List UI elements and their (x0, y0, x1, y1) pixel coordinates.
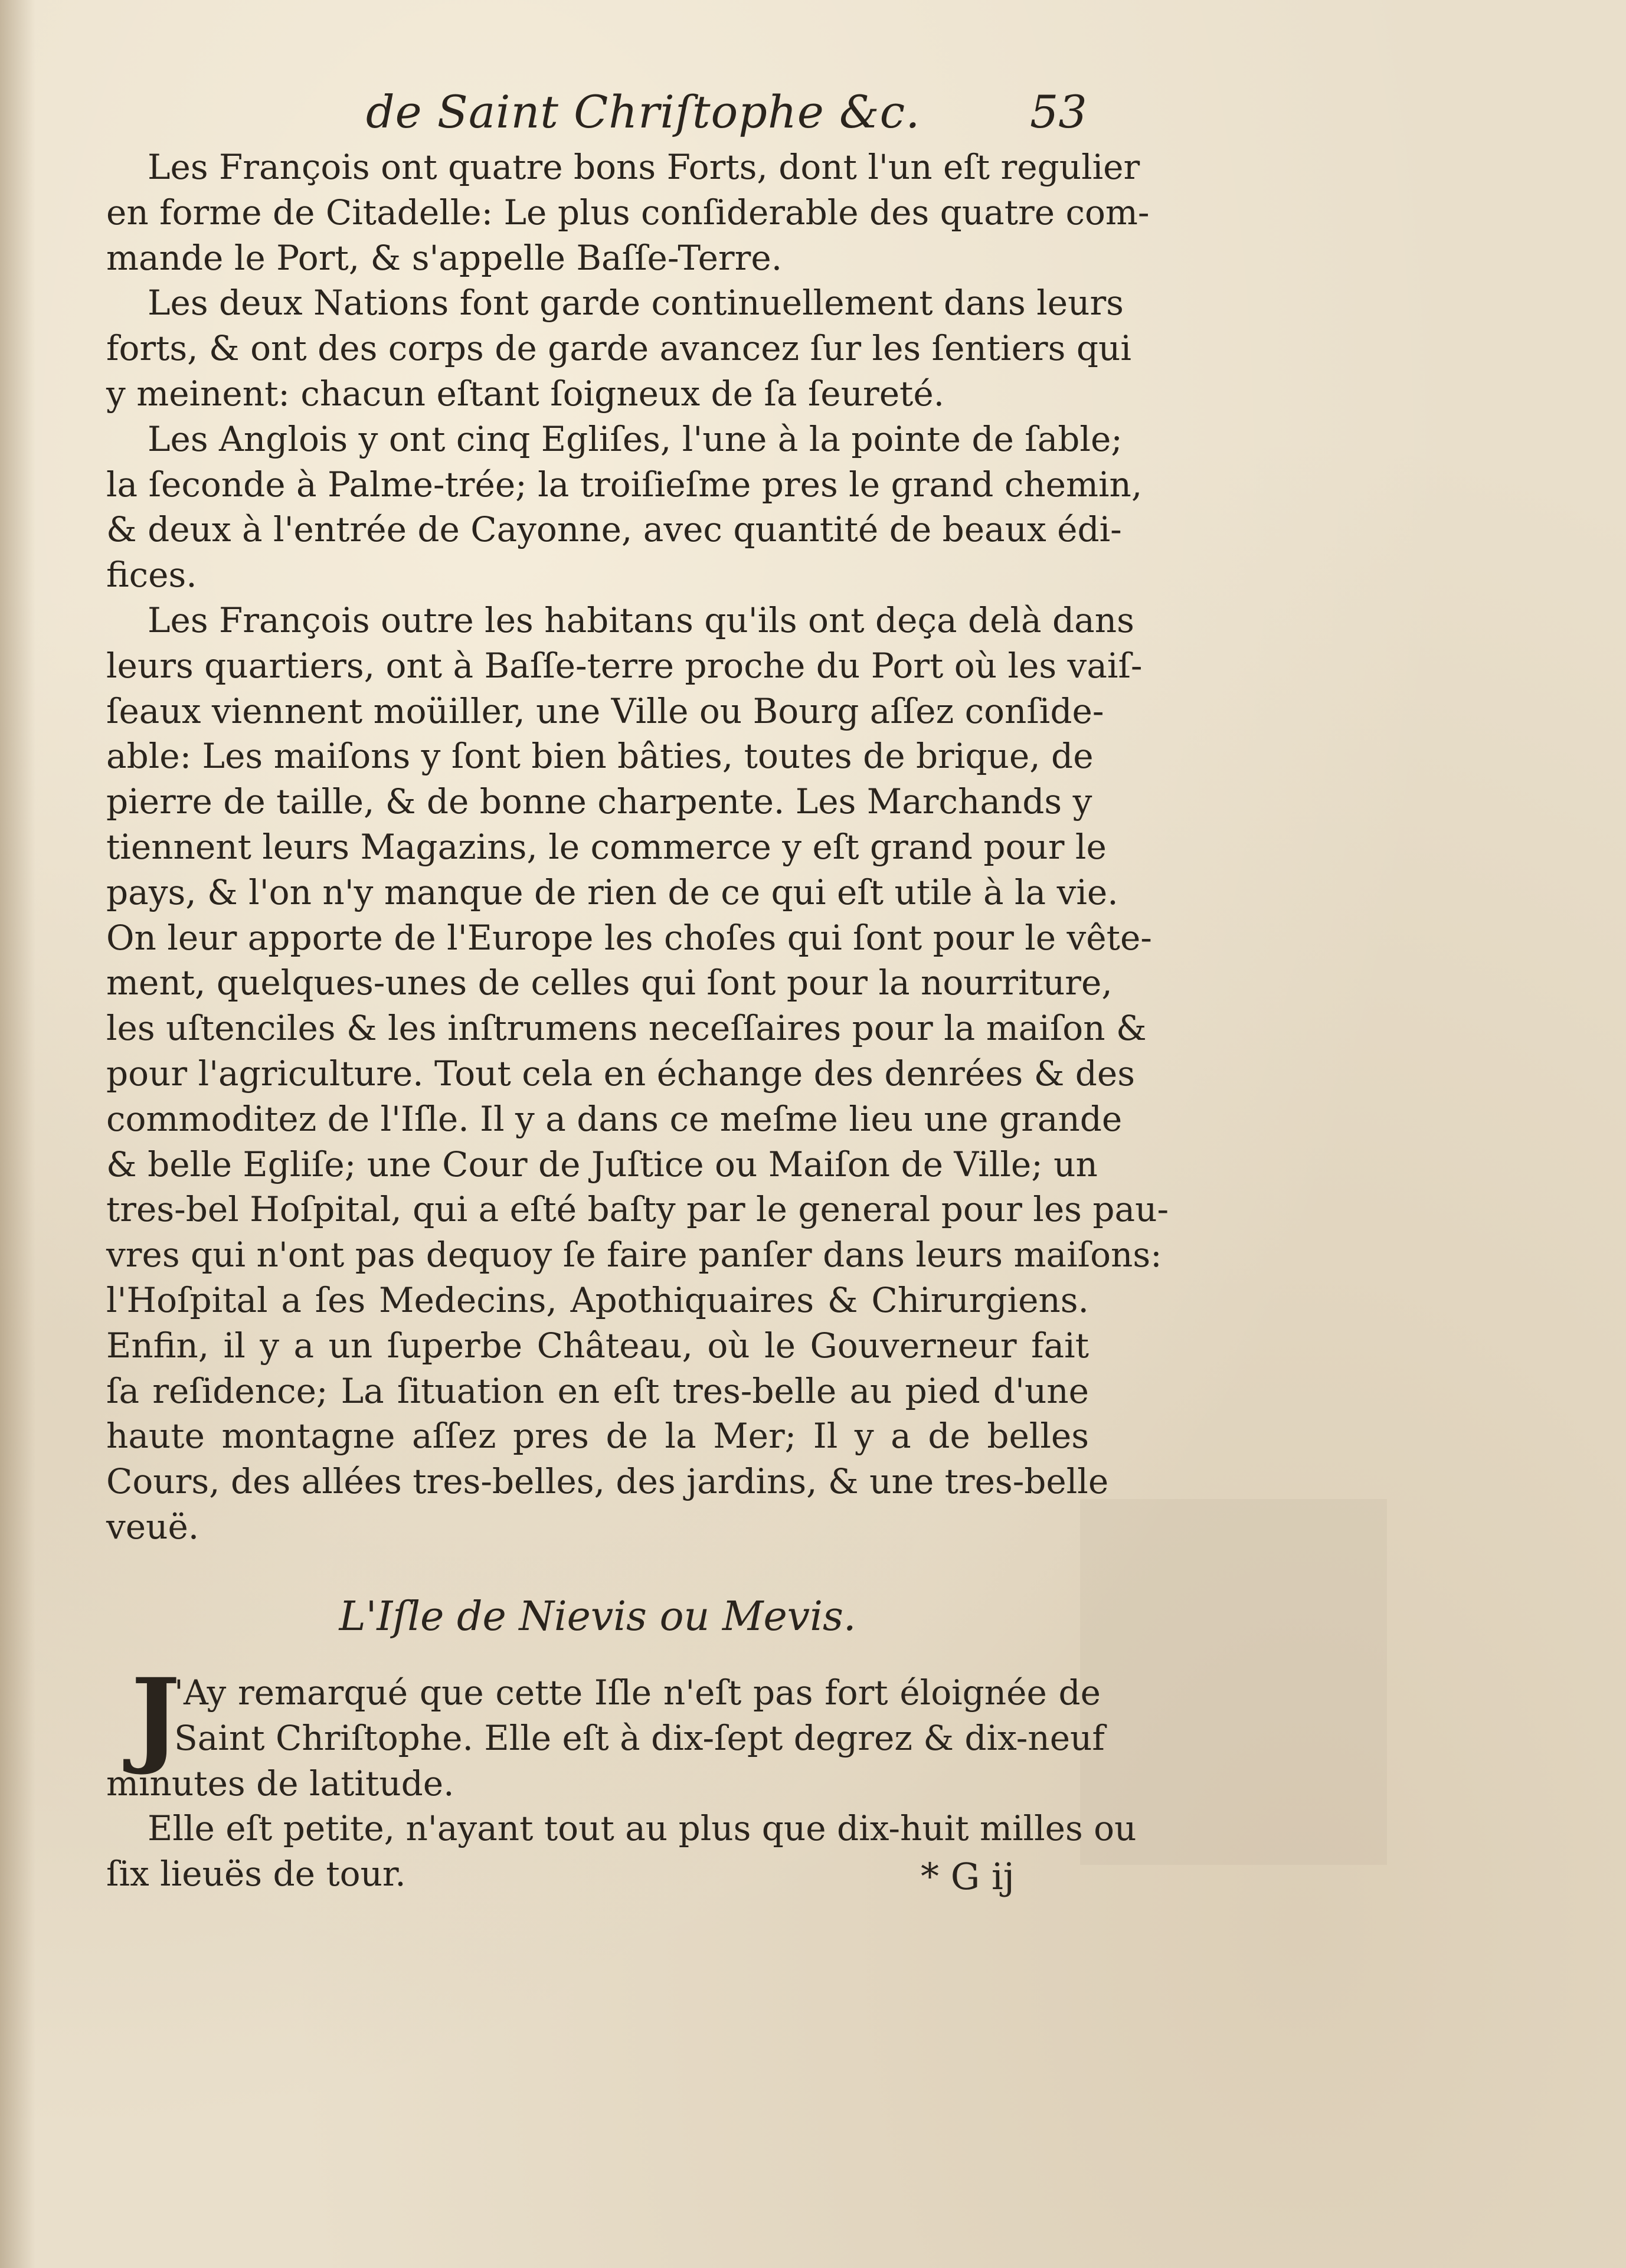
text-line: tres-bel Hoſpital, qui a eſté baſty par le general pour les pau- (106, 1189, 1169, 1230)
text-line: ſa reſidence; La ſituation en eſt tres-belle au pied d'une (106, 1370, 1089, 1411)
text-line: ſeaux viennent moüiller, une Ville ou Bourg aſſez conſide- (106, 690, 1104, 731)
signature-mark: * G ij (921, 1855, 1015, 1898)
text-line: en forme de Citadelle: Le plus conſiderable des quatre com- (106, 192, 1150, 233)
text-line: commoditez de l'Iſle. Il y a dans ce meſme lieu une grande (106, 1098, 1123, 1139)
text-line: tiennent leurs Magazins, le commerce y eſt grand pour le (106, 826, 1107, 867)
page-edge-shadow (0, 0, 35, 2268)
text-line: Saint Chriſtophe. Elle eſt à dix-ſept degrez & dix-neuf (174, 1717, 1105, 1758)
text-line: able: Les maiſons y ſont bien bâties, toutes de brique, de (106, 736, 1094, 777)
text-line: forts, & ont des corps de garde avancez ſur les ſentiers qui (106, 328, 1131, 369)
text-line: Les Anglois y ont cinq Egliſes, l'une à la pointe de ſable; (148, 418, 1123, 459)
text-line: & belle Egliſe; une Cour de Juſtice ou Maiſon de Ville; un (106, 1144, 1098, 1184)
paragraph-forts (106, 145, 1150, 280)
text-line: la ſeconde à Palme-trée; la troiſieſme pres le grand chemin, (106, 464, 1143, 505)
text-line: Cours, des allées tres-belles, des jardins, & une tres-belle (106, 1461, 1109, 1502)
text-line: 'Ay remarqué que cette Iſle n'eſt pas fort éloignée de (174, 1673, 1101, 1713)
text-line: Elle eſt petite, n'ayant tout au plus que dix-huit milles ou (148, 1808, 1137, 1849)
text-line: haute montagne aſſez pres de la Mer; Il y a de belles (106, 1416, 1089, 1457)
main-text (106, 145, 1169, 1550)
text-line: leurs quartiers, ont à Baſſe-terre proche du Port où les vaiſ- (106, 645, 1143, 686)
paragraph-ville (106, 598, 1169, 1550)
text-line: Enfin, il y a un ſuperbe Château, où le Gouverneur fait (106, 1325, 1089, 1366)
text-line: ment, quelques-unes de celles qui ſont pour la nourriture, (106, 963, 1113, 1003)
text-line: pierre de taille, & de bonne charpente. Les Marchands y (106, 781, 1092, 822)
text-line: l'Hoſpital a ſes Medecins, Apothiquaires & Chirurgiens. (106, 1279, 1089, 1320)
text-line: Les François ont quatre bons Forts, dont l'un eſt regulier (148, 147, 1140, 187)
paragraph-garde (106, 280, 1131, 416)
text-line: Les François outre les habitans qu'ils ont deça delà dans (148, 600, 1134, 640)
text-line: vres qui n'ont pas dequoy ſe faire panſer dans leurs maiſons: (106, 1235, 1162, 1275)
text-line: veuë. (106, 1506, 199, 1547)
text-line: On leur apporte de l'Europe les choſes qui ſont pour le vête- (106, 917, 1152, 958)
text-line: fices. (106, 555, 197, 595)
text-line: pour l'agriculture. Tout cela en échange des denrées & des (106, 1053, 1136, 1094)
text-line: & deux à l'entrée de Cayonne, avec quantité de beaux édi- (106, 509, 1122, 550)
text-line: les uſtenciles & les inſtrumens neceſſaires pour la maiſon & (106, 1008, 1147, 1049)
drop-cap: J (131, 1655, 181, 1778)
page-number: 53 (1030, 86, 1087, 138)
text-line: minutes de latitude. (106, 1763, 454, 1804)
paragraph-eglises (106, 417, 1143, 598)
text-line: Les deux Nations font garde continuellement dans leurs (148, 283, 1124, 323)
text-line: y meinent: chacun eſtant ſoigneux de ſa ſeureté. (106, 373, 945, 414)
running-title: de Saint Chriſtophe &c. (366, 86, 921, 138)
text-line: pays, & l'on n'y manque de rien de ce qui eſt utile à la vie. (106, 872, 1118, 912)
text-line: mande le Port, & s'appelle Baſſe-Terre. (106, 237, 783, 278)
text-line: ſix lieuës de tour. (106, 1854, 406, 1894)
section-heading: L'Iſle de Nievis ou Mevis. (339, 1593, 856, 1640)
